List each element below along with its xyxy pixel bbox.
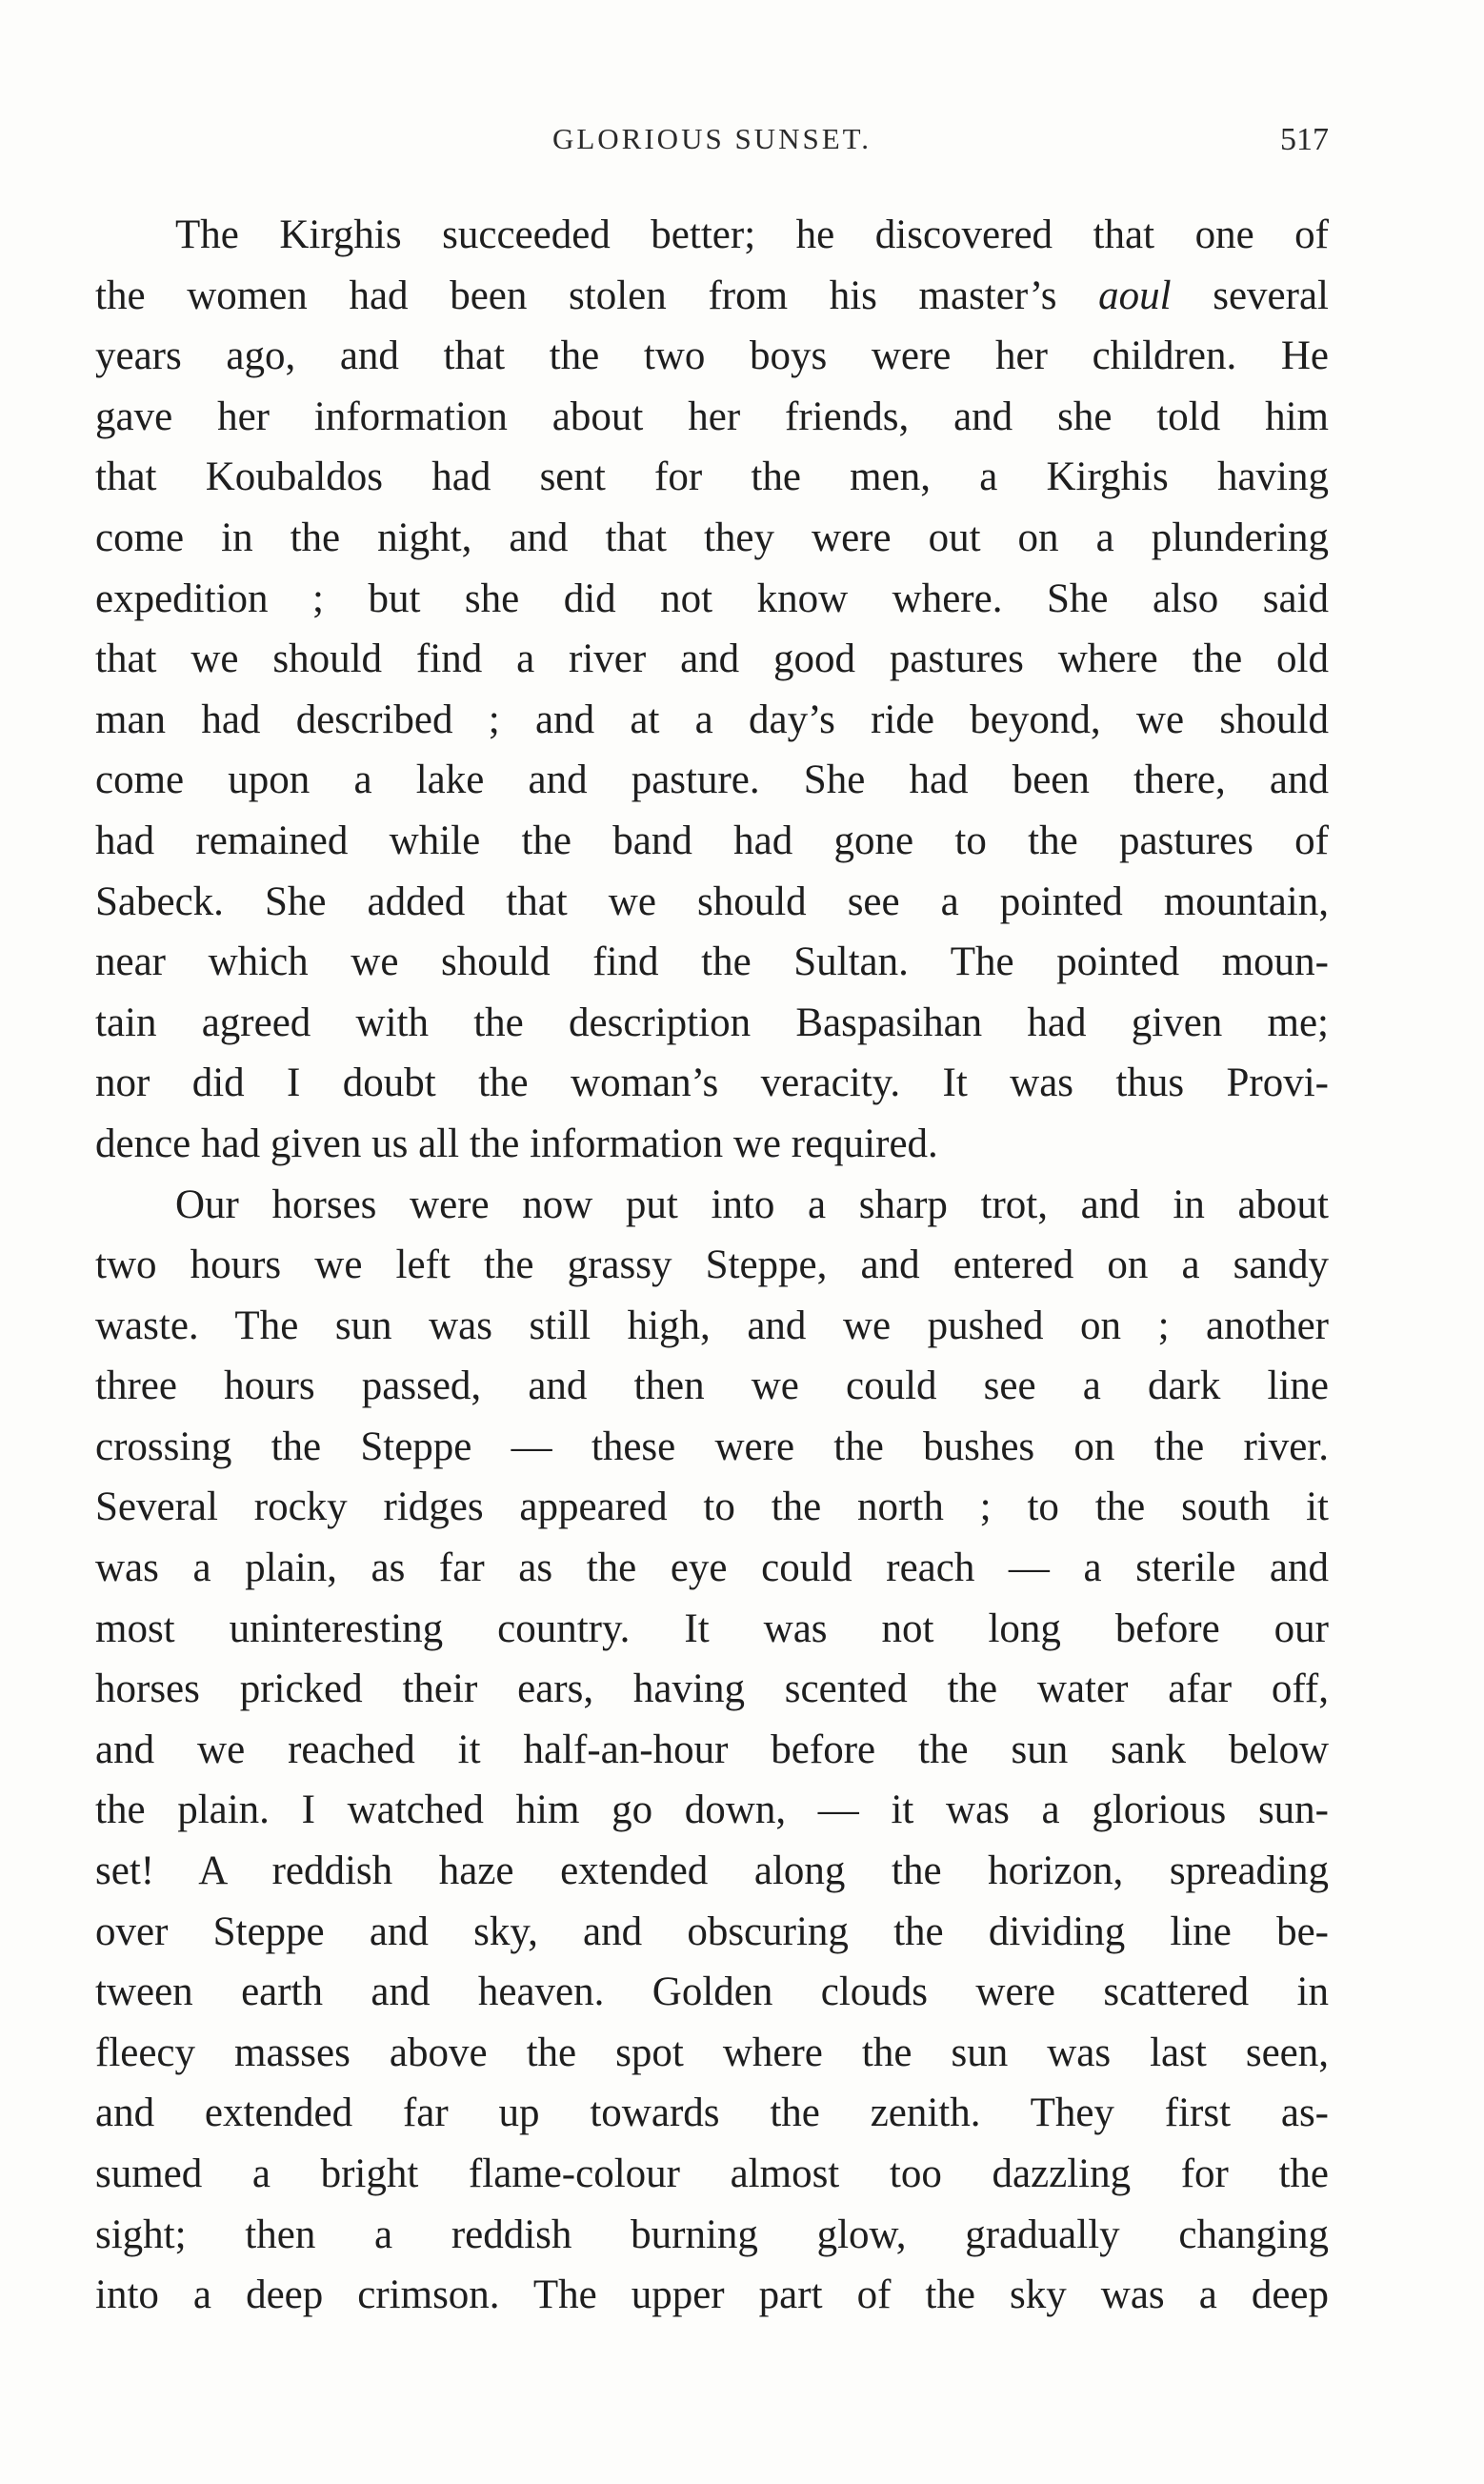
text-line: most uninteresting country. It was not long before our xyxy=(95,1606,1329,1651)
text-line: set! A reddish haze extended along the horizon, spreading xyxy=(95,1848,1329,1894)
page-number: 517 xyxy=(1280,122,1329,157)
text-line: fleecy masses above the spot where the sun was last seen, xyxy=(95,2030,1329,2075)
text-line: was a plain, as far as the eye could reach — a sterile and xyxy=(95,1545,1329,1591)
text-line: come upon a lake and pasture. She had been there, and xyxy=(95,757,1329,803)
text-line: tween earth and heaven. Golden clouds were scattered in xyxy=(95,1969,1329,2015)
text-line: into a deep crimson. The upper part of the sky was a deep xyxy=(95,2272,1329,2318)
text-line: two hours we left the grassy Steppe, and entered on a sandy xyxy=(95,1242,1329,1288)
text-line: that we should find a river and good pastures where the old xyxy=(95,636,1329,682)
text-line: come in the night, and that they were out on a plundering xyxy=(95,515,1329,560)
text-line: gave her information about her friends, and she told him xyxy=(95,394,1329,439)
text-line: waste. The sun was still high, and we pushed on ; another xyxy=(95,1303,1329,1348)
text-line: dence had given us all the information we required. xyxy=(95,1121,938,1166)
text-line: that Koubaldos had sent for the men, a Kirghis having xyxy=(95,454,1329,500)
text-line: Our horses were now put into a sharp trot, and in about xyxy=(175,1181,1329,1227)
text-line: tain agreed with the description Baspasihan had given me; xyxy=(95,1000,1329,1045)
text-line: The Kirghis succeeded better; he discovered that one of xyxy=(175,212,1329,257)
text-line: and extended far up towards the zenith. They first as- xyxy=(95,2090,1329,2136)
text-line: years ago, and that the two boys were her children. He xyxy=(95,333,1329,379)
italic-word: aoul xyxy=(1098,273,1172,318)
text-line: over Steppe and sky, and obscuring the dividing line be- xyxy=(95,1908,1329,1954)
text-line: had remained while the band had gone to the pastures of xyxy=(95,818,1329,863)
text-line: horses pricked their ears, having scented the water afar off, xyxy=(95,1666,1329,1712)
text-line: sight; then a reddish burning glow, gradually changing xyxy=(95,2211,1329,2257)
text-line: the women had been stolen from his master’s aoul several xyxy=(95,273,1329,318)
text-line: man had described ; and at a day’s ride beyond, we should xyxy=(95,697,1329,742)
text-line: Several rocky ridges appeared to the north ; to the south it xyxy=(95,1484,1329,1530)
running-title: GLORIOUS SUNSET. xyxy=(551,122,872,155)
text-line: Sabeck. She added that we should see a pointed mountain, xyxy=(95,878,1329,924)
text-line: and we reached it half-an-hour before the sun sank below xyxy=(95,1727,1329,1772)
text-line: crossing the Steppe — these were the bushes on the river. xyxy=(95,1424,1329,1469)
text-line: sumed a bright flame-colour almost too dazzling for the xyxy=(95,2151,1329,2196)
running-head xyxy=(95,122,1329,170)
text-line: the plain. I watched him go down, — it was a glorious sun- xyxy=(95,1787,1329,1833)
text-line: nor did I doubt the woman’s veracity. It was thus Provi- xyxy=(95,1060,1329,1106)
text-line: expedition ; but she did not know where. She also said xyxy=(95,576,1329,621)
text-line: near which we should find the Sultan. The pointed moun- xyxy=(95,939,1329,985)
text-line: three hours passed, and then we could see a dark line xyxy=(95,1363,1329,1409)
body-text xyxy=(95,205,1329,2326)
